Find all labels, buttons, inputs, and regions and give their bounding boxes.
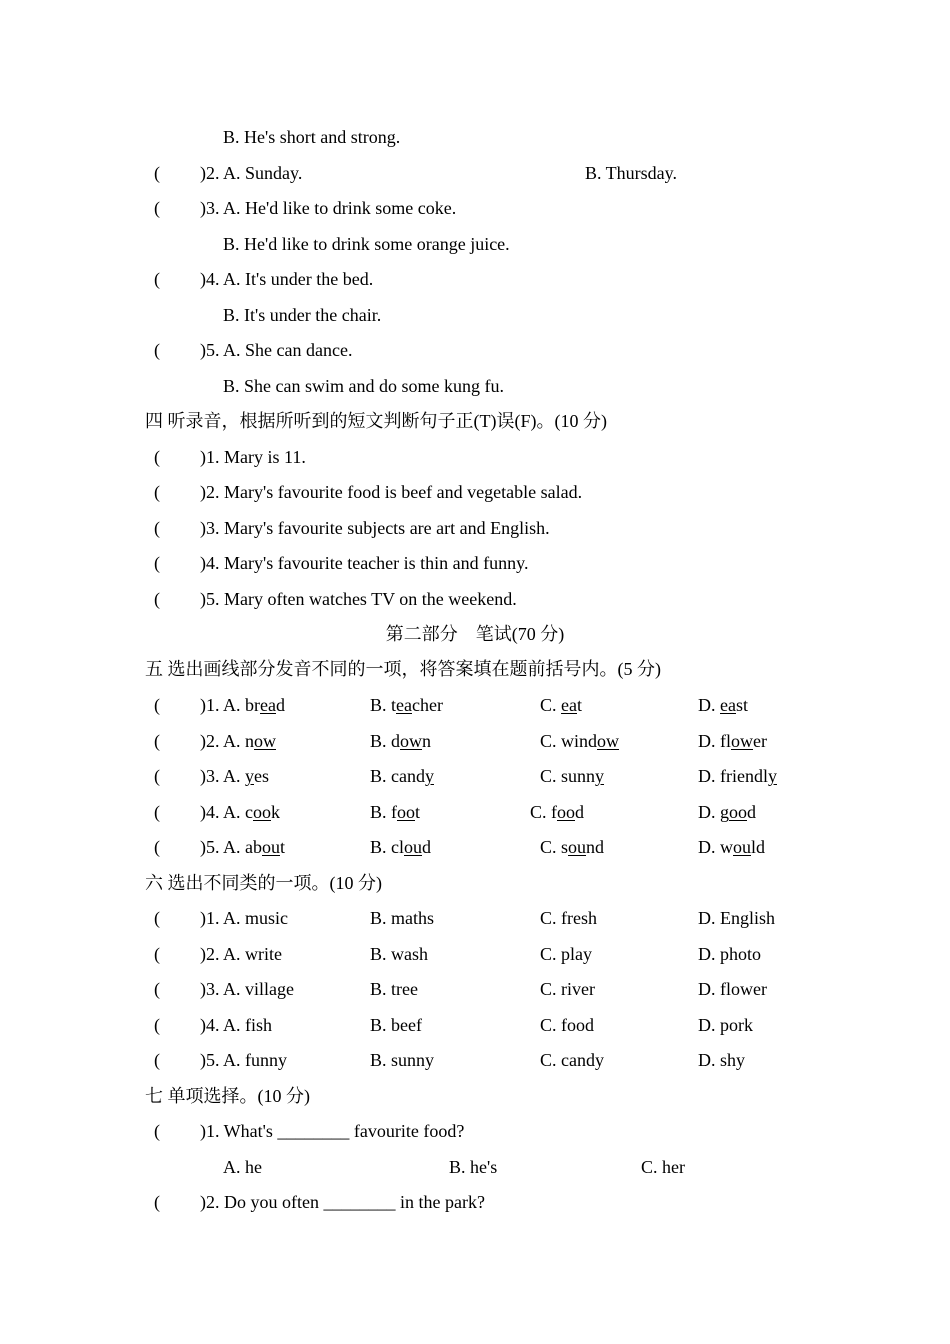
s4-item-4: )4. Mary's favourite teacher is thin and funny. — [200, 553, 529, 573]
s5-q5-option-b: B. cloud — [370, 837, 431, 857]
s7-q2-stem: )2. Do you often ________ in the park? — [200, 1192, 485, 1212]
s5-q5-option-a: )5. A. about — [200, 837, 286, 857]
s6-q5-option-c: C. candy — [540, 1050, 604, 1070]
section-5-title: 五 选出画线部分发音不同的一项，将答案填在题前括号内。(5 分) — [145, 659, 661, 679]
answer-paren: ( — [154, 1121, 160, 1141]
s5-q4-option-d: D. good — [698, 802, 756, 822]
answer-paren: ( — [154, 731, 160, 751]
s5-q4-option-b: B. foot — [370, 802, 421, 822]
s5-q1-option-a: )1. A. bread — [200, 695, 285, 715]
s6-q1-option-c: C. fresh — [540, 908, 597, 928]
s6-q3-option-c: C. river — [540, 979, 595, 999]
s5-q2-option-c: C. window — [540, 731, 620, 751]
q3-1-option-b: B. He's short and strong. — [223, 127, 401, 147]
s6-q2-option-d: D. photo — [698, 944, 761, 964]
s4-item-2: )2. Mary's favourite food is beef and vegetable salad. — [200, 482, 583, 502]
answer-paren: ( — [154, 944, 160, 964]
s6-q4-option-c: C. food — [540, 1015, 594, 1035]
q3-3-option-a: )3. A. He'd like to drink some coke. — [200, 198, 457, 218]
s6-q5-option-d: D. shy — [698, 1050, 746, 1070]
answer-paren: ( — [154, 482, 160, 502]
s4-item-1: )1. Mary is 11. — [200, 447, 306, 467]
answer-paren: ( — [154, 908, 160, 928]
answer-paren: ( — [154, 163, 160, 183]
s6-q2-option-c: C. play — [540, 944, 592, 964]
s6-q4-option-d: D. pork — [698, 1015, 753, 1035]
q3-3-option-b: B. He'd like to drink some orange juice. — [223, 234, 510, 254]
answer-paren: ( — [154, 837, 160, 857]
s6-q5-option-b: B. sunny — [370, 1050, 435, 1070]
q3-4-option-b: B. It's under the chair. — [223, 305, 382, 325]
part-2-title: 第二部分 笔试(70 分) — [385, 624, 565, 644]
answer-paren: ( — [154, 1015, 160, 1035]
s6-q3-option-b: B. tree — [370, 979, 418, 999]
s5-q2-option-b: B. down — [370, 731, 432, 751]
s5-q3-option-b: B. candy — [370, 766, 434, 786]
answer-paren: ( — [154, 269, 160, 289]
s5-q1-option-c: C. eat — [540, 695, 583, 715]
s7-q1-option-a: A. he — [223, 1157, 262, 1177]
s6-q2-option-b: B. wash — [370, 944, 428, 964]
s5-q2-option-d: D. flower — [698, 731, 767, 751]
answer-paren: ( — [154, 802, 160, 822]
s6-q2-option-a: )2. A. write — [200, 944, 282, 964]
s5-q5-option-d: D. would — [698, 837, 766, 857]
s5-q3-option-c: C. sunny — [540, 766, 605, 786]
s5-q1-option-b: B. teacher — [370, 695, 443, 715]
answer-paren: ( — [154, 1050, 160, 1070]
s5-q2-option-a: )2. A. now — [200, 731, 276, 751]
s7-q1-stem: )1. What's ________ favourite food? — [200, 1121, 465, 1141]
answer-paren: ( — [154, 340, 160, 360]
answer-paren: ( — [154, 766, 160, 786]
section-7-title: 七 单项选择。(10 分) — [145, 1086, 310, 1106]
s6-q5-option-a: )5. A. funny — [200, 1050, 287, 1070]
s4-item-5: )5. Mary often watches TV on the weekend. — [200, 589, 517, 609]
q3-5-option-a: )5. A. She can dance. — [200, 340, 353, 360]
s6-q4-option-b: B. beef — [370, 1015, 422, 1035]
section-4-title: 四 听录音，根据所听到的短文判断句子正(T)误(F)。(10 分) — [145, 411, 607, 431]
answer-paren: ( — [154, 589, 160, 609]
section-6-title: 六 选出不同类的一项。(10 分) — [145, 873, 382, 893]
s6-q3-option-a: )3. A. village — [200, 979, 294, 999]
s5-q5-option-c: C. sound — [540, 837, 605, 857]
answer-paren: ( — [154, 447, 160, 467]
answer-paren: ( — [154, 553, 160, 573]
q3-4-option-a: )4. A. It's under the bed. — [200, 269, 374, 289]
s7-q1-option-c: C. her — [641, 1157, 685, 1177]
answer-paren: ( — [154, 1192, 160, 1212]
s6-q3-option-d: D. flower — [698, 979, 767, 999]
s6-q1-option-a: )1. A. music — [200, 908, 288, 928]
s5-q4-option-c: C. food — [530, 802, 584, 822]
s5-q3-option-a: )3. A. yes — [200, 766, 269, 786]
s6-q1-option-d: D. English — [698, 908, 776, 928]
s4-item-3: )3. Mary's favourite subjects are art and English. — [200, 518, 550, 538]
s5-q4-option-a: )4. A. cook — [200, 802, 280, 822]
q3-5-option-b: B. She can swim and do some kung fu. — [223, 376, 504, 396]
s5-q3-option-d: D. friendly — [698, 766, 777, 786]
answer-paren: ( — [154, 695, 160, 715]
q3-2-option-b: B. Thursday. — [585, 163, 677, 183]
s5-q1-option-d: D. east — [698, 695, 748, 715]
s7-q1-option-b: B. he's — [449, 1157, 498, 1177]
q3-2-option-a: )2. A. Sunday. — [200, 163, 303, 183]
answer-paren: ( — [154, 979, 160, 999]
s6-q4-option-a: )4. A. fish — [200, 1015, 272, 1035]
s6-q1-option-b: B. maths — [370, 908, 435, 928]
answer-paren: ( — [154, 198, 160, 218]
answer-paren: ( — [154, 518, 160, 538]
